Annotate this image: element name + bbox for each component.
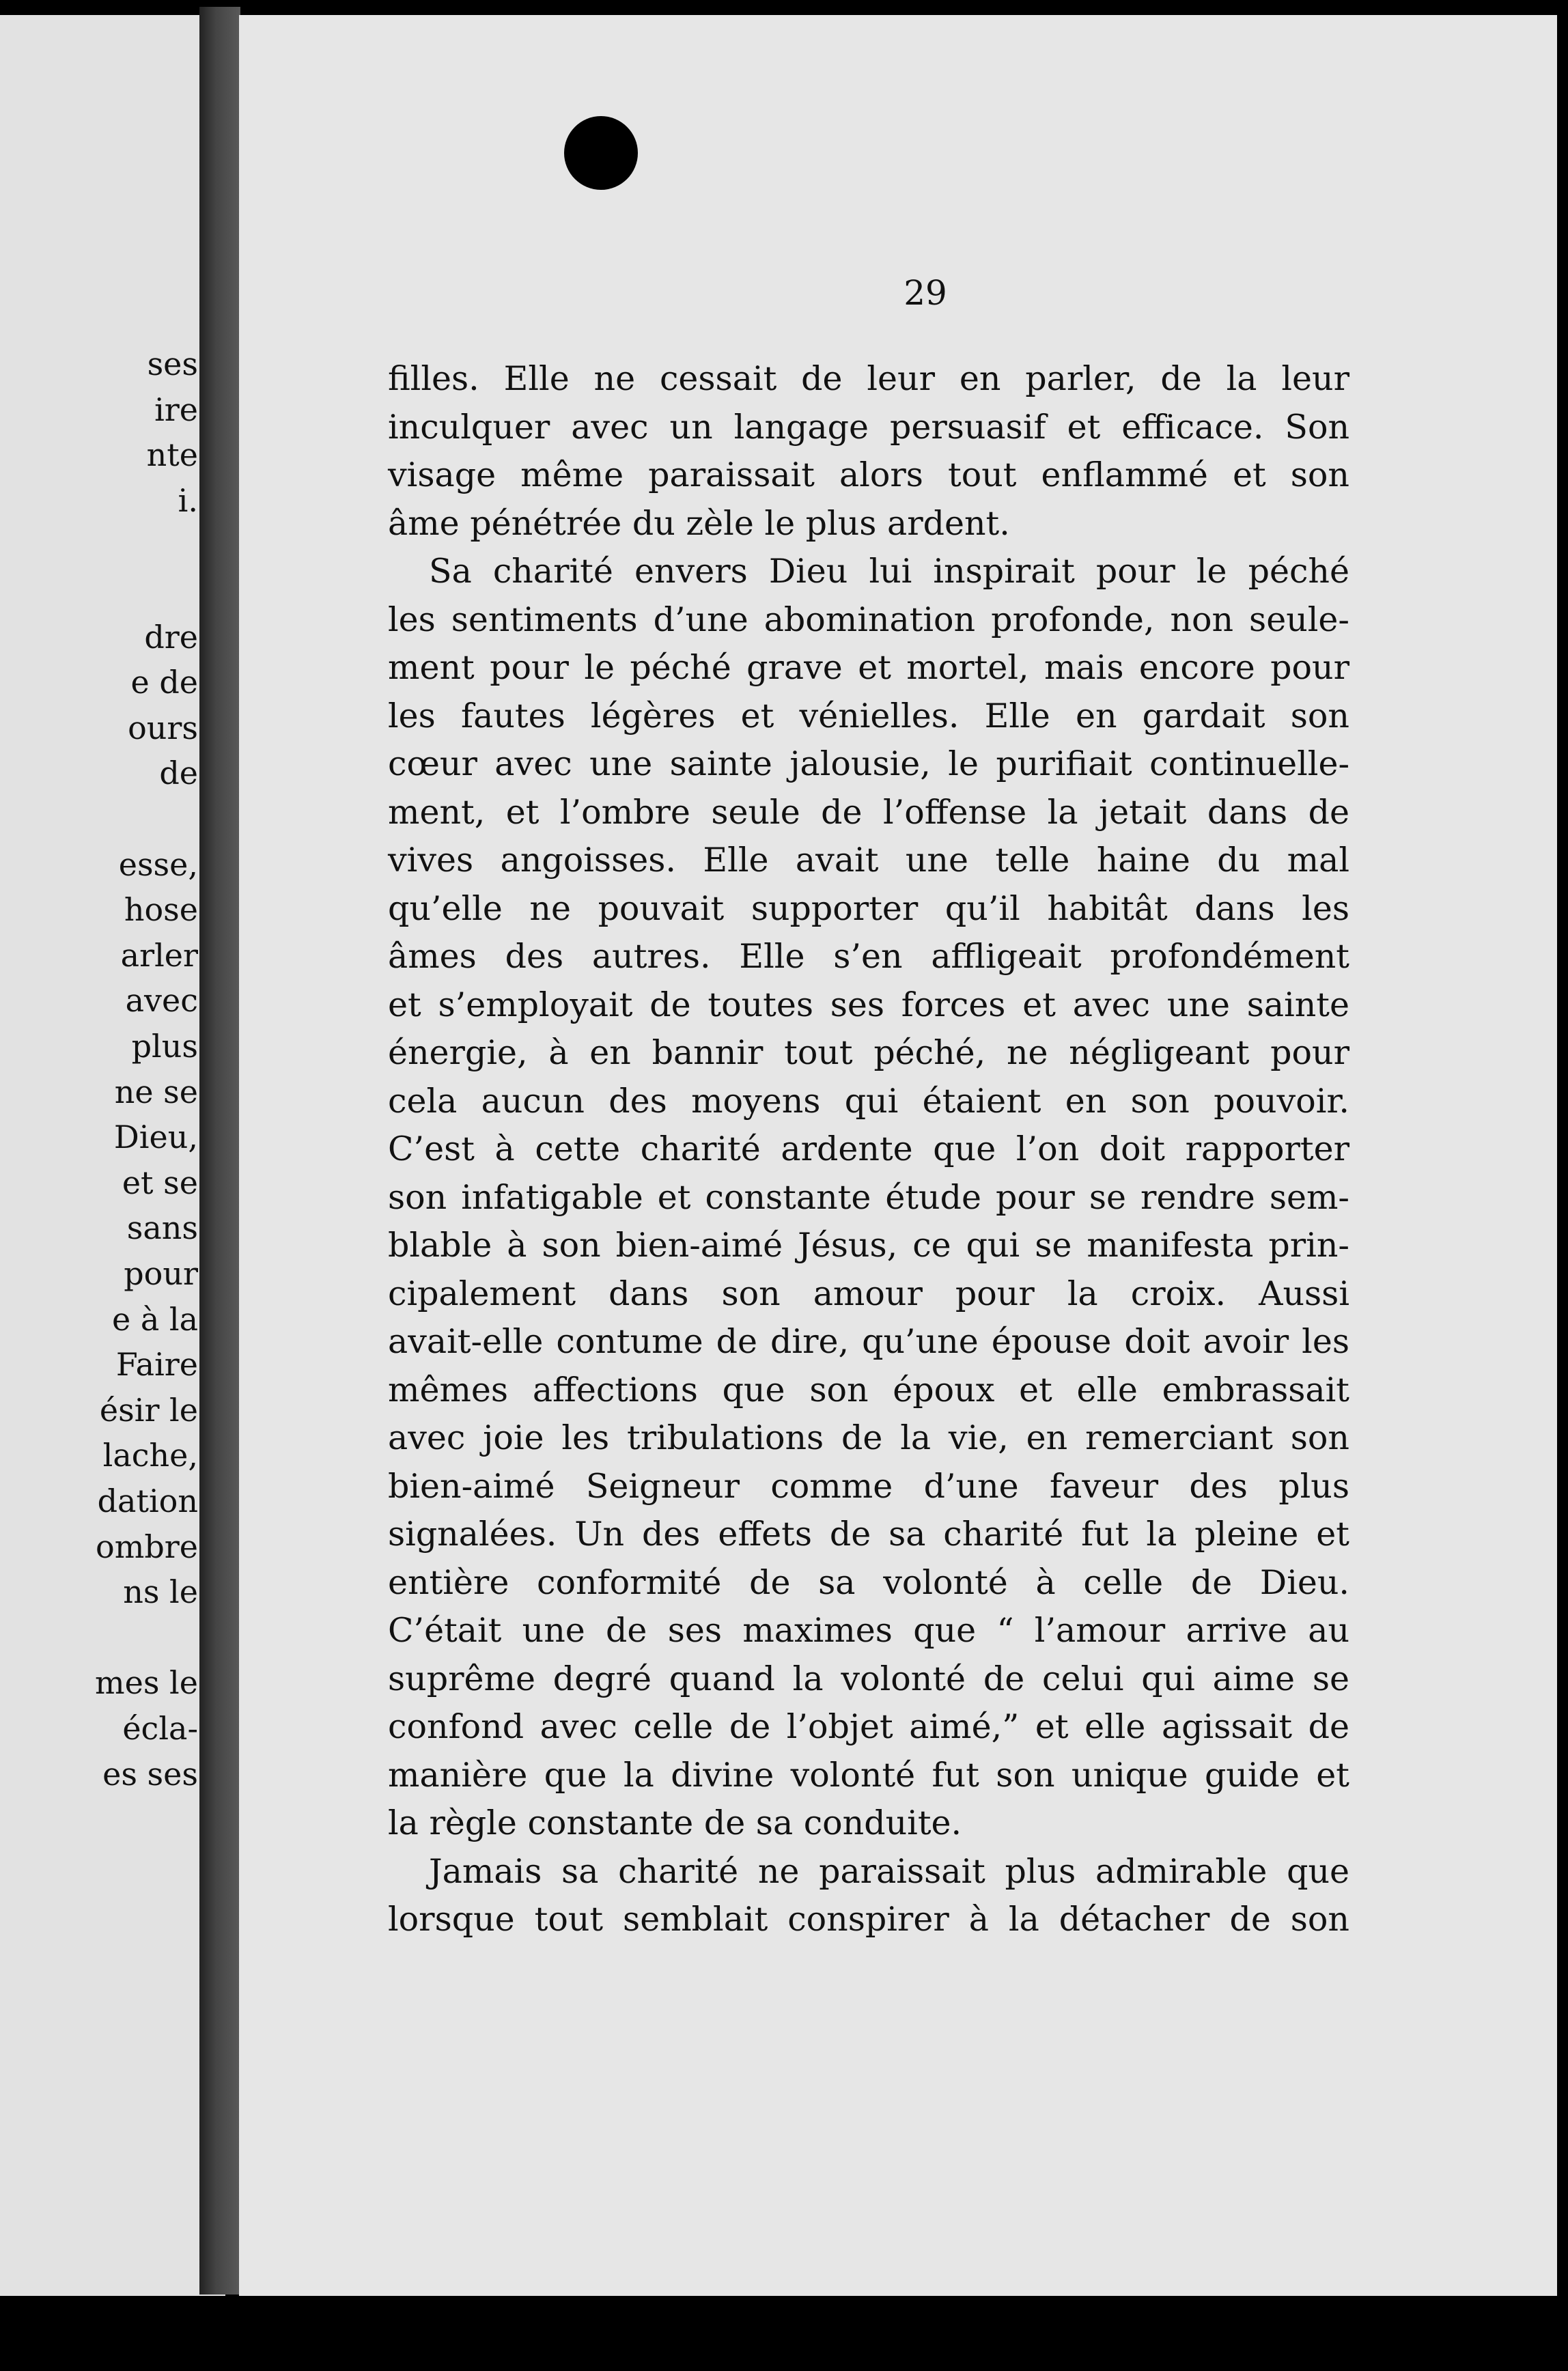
text-line: cela aucun des moyens qui étaient en son pouvoir. [388,1081,1349,1121]
facing-page-fragment: ire [154,391,198,428]
facing-page-fragment: et se [122,1164,198,1201]
text-line: visage même paraissait alors tout enflammé et son [388,455,1349,494]
facing-page-fragment: ne se [114,1073,198,1110]
facing-page-fragment: mes le [94,1664,198,1702]
text-line: Sa charité envers Dieu lui inspirait pour le péché [429,552,1349,591]
text-line: son infatigable et constante étude pour se rendre sem- [388,1177,1349,1217]
text-line: mêmes affections que son époux et elle embrassait [388,1370,1349,1409]
text-line: cœur avec une sainte jalousie, le purifiait continuelle- [388,744,1349,783]
text-line: avec joie les tribulations de la vie, en remerciant son [388,1418,1349,1457]
facing-page-fragment: e à la [111,1300,198,1338]
page-number: 29 [904,273,947,313]
text-line: avait-elle contume de dire, qu’une épouse doit avoir les [388,1322,1349,1361]
text-line: les fautes légères et vénielles. Elle en gardait son [388,696,1349,735]
punch-hole [564,116,638,190]
facing-page-fragment: ses [147,346,198,382]
text-line: C’était une de ses maximes que “ l’amour arrive au [388,1611,1349,1650]
text-line: vives angoisses. Elle avait une telle haine du mal [388,841,1349,880]
text-line: ment pour le péché grave et mortel, mais encore pour [388,648,1349,687]
text-line: entière conformité de sa volonté à celle de Dieu. [388,1562,1349,1602]
text-line: suprême degré quand la volonté de celui qui aime se [388,1659,1349,1698]
facing-page-fragment: esse, [118,845,198,883]
text-line: âme pénétrée du zèle le plus ardent. [388,503,1010,543]
facing-page-fragment: nte [146,436,198,474]
text-line: confond avec celle de l’objet aimé,” et elle agissait de [388,1707,1349,1746]
text-line: bien-aimé Seigneur comme d’une faveur des plus [388,1466,1349,1506]
facing-page-fragment: ours [128,709,198,746]
text-line: Jamais sa charité ne paraissait plus admirable que [429,1851,1349,1891]
facing-page-fragment: Dieu, [113,1119,198,1156]
text-line: les sentiments d’une abomination profonde, non seule- [388,600,1349,639]
facing-page-fragment: es ses [102,1755,198,1793]
text-line: manière que la divine volonté fut son unique guide et [388,1755,1349,1795]
text-line: et s’employait de toutes ses forces et avec une sainte [388,985,1349,1024]
facing-page-fragment: i. [178,481,198,519]
facing-page-fragment: sans [126,1209,198,1247]
book-page [239,15,1557,2296]
book-gutter-shadow [199,7,240,2295]
text-line: filles. Elle ne cessait de leur en parler, de la leur [388,359,1349,398]
facing-page-fragment: ésir le [99,1391,198,1429]
facing-page-fragment: éclа- [122,1710,198,1747]
facing-page-fragment: dre [144,618,198,656]
facing-page-fragment: plus [131,1028,198,1065]
facing-page-fragment: pour [124,1255,198,1292]
text-line: qu’elle ne pouvait supporter qu’il habitât dans les [388,888,1349,928]
facing-page-fragment: ombre [96,1528,198,1565]
text-line: ment, et l’ombre seule de l’offense la jetait dans de [388,792,1349,832]
facing-page-fragment: avec [125,982,198,1020]
text-line: signalées. Un des effets de sa charité fut la pleine et [388,1515,1349,1554]
text-line: C’est à cette charité ardente que l’on doit rapporter [388,1130,1349,1168]
facing-page-fragment: de [159,755,198,792]
facing-page-fragment: lache, [102,1437,198,1474]
text-line: énergie, à en bannir tout péché, ne négligeant pour [388,1033,1349,1072]
page-text [388,355,1349,1944]
text-line: inculquer avec un langage persuasif et efficace. Son [388,407,1349,447]
facing-page-fragment: arler [120,936,198,974]
facing-page-fragment: hose [124,891,198,929]
text-line: blable à son bien-aimé Jésus, ce qui se manifesta prin- [388,1226,1349,1265]
facing-page [0,15,225,2296]
facing-page-fragment: ns le [123,1573,198,1611]
facing-page-fragment: dation [97,1483,198,1519]
text-line: lorsque tout semblait conspirer à la détacher de son [388,1900,1349,1939]
facing-page-fragment: e de [130,664,198,701]
text-line: cipalement dans son amour pour la croix. Aussi [388,1274,1349,1313]
facing-page-fragment: Faire [115,1346,198,1384]
text-line: âmes des autres. Elle s’en affligeait profondément [388,937,1349,976]
text-line: la règle constante de sa conduite. [388,1804,962,1842]
